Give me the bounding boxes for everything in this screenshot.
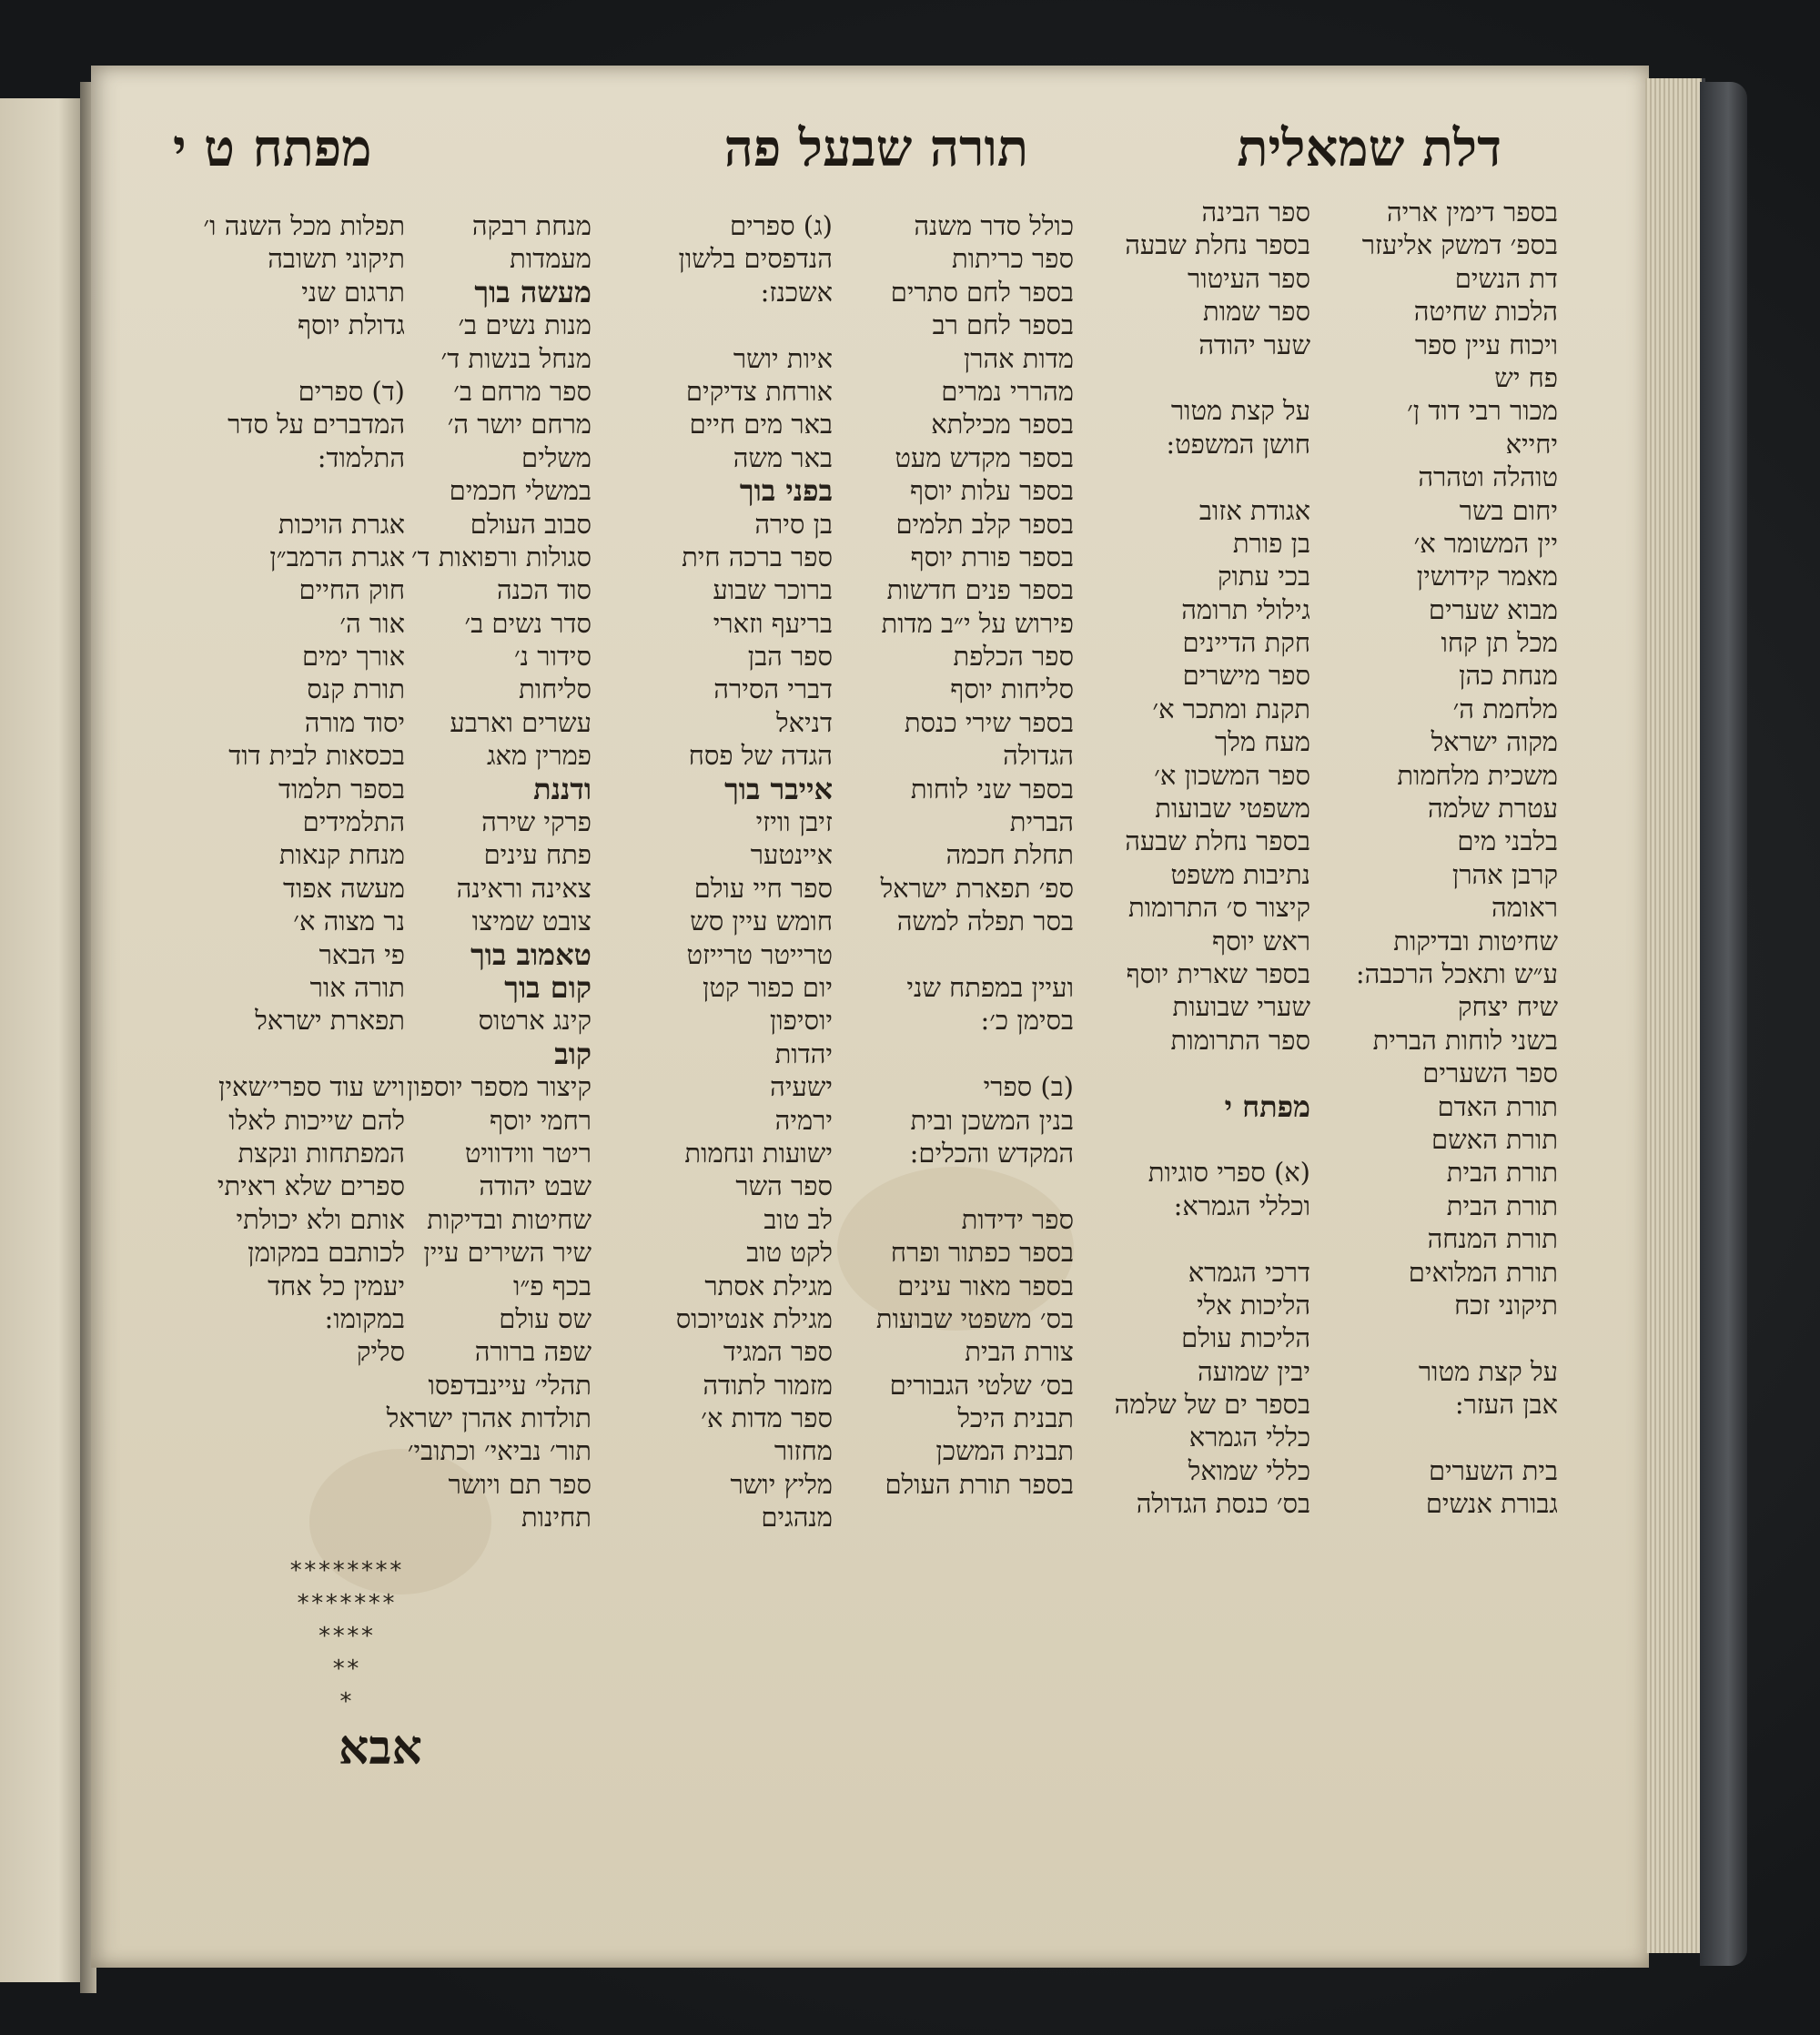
column-line: ספר הבן	[747, 641, 833, 673]
column-line: מנחת קנאות	[278, 839, 405, 871]
column-line: בספר ים של שלמה	[1114, 1389, 1310, 1421]
column-line	[1294, 1321, 1558, 1354]
column-line: בספר נחלת שבעה	[1125, 229, 1310, 261]
column-line: ספר המשכון א׳	[1154, 759, 1310, 791]
column-line: דרכי הגמרא	[1188, 1256, 1310, 1288]
column-line: לכותבם במקומן	[248, 1237, 405, 1269]
column-line: יהדות	[774, 1038, 833, 1069]
column-line: בס׳ משפטי שבועות	[875, 1302, 1074, 1334]
column-line: אייבר בוך	[724, 771, 833, 806]
column-line: גדולת יוסף	[298, 309, 405, 341]
column-line: בספר שירי כנסת	[904, 706, 1074, 738]
column-line: תורת המלואים	[1408, 1256, 1558, 1288]
column-line: תחלת חכמה	[945, 839, 1074, 871]
column-line	[205, 1038, 405, 1070]
column-line: בס׳ שלטי הגבורים	[889, 1369, 1074, 1401]
column-line: שס עולם	[499, 1302, 592, 1334]
column-line: מנחת רבקה	[471, 210, 592, 241]
column-line: תורת הבית	[1446, 1190, 1558, 1221]
column-line: לב טוב	[763, 1203, 833, 1235]
column-line: קום בוך	[504, 969, 592, 1005]
column-line: אור ה׳	[339, 607, 405, 639]
column-line: פמרין מאג	[486, 740, 592, 772]
column-line: עטרת שלמה	[1427, 793, 1558, 825]
column-line: להם שייכות לאלו	[228, 1104, 405, 1136]
column-line: שפה ברורה	[474, 1336, 592, 1368]
column-line: סבוב העולם	[470, 508, 592, 540]
column-line: נר מצוה א׳	[293, 906, 405, 937]
catchword: אבא	[339, 1720, 422, 1776]
column-line: ספר שמות	[1203, 296, 1310, 328]
column-line: מעשה בוך	[474, 274, 592, 309]
column-line: בסר תפלה למשה	[896, 906, 1074, 937]
column-line: בספר נחלת שבעה	[1125, 825, 1310, 857]
column-line: סליחות	[519, 673, 592, 705]
column-line: מחזור	[774, 1435, 833, 1467]
column-line: מנהגים	[761, 1502, 833, 1534]
column-line: ספר המגיד	[723, 1336, 833, 1368]
column-line: בספר לחם סתרים	[890, 276, 1074, 308]
column-line: איות יושר	[733, 342, 833, 374]
column-line: בספר פורת יוסף	[910, 541, 1074, 572]
column-line: משכית מלחמות	[1397, 759, 1558, 791]
column-line: סגולות ורפואות ד׳	[410, 541, 592, 572]
text-column-3	[837, 209, 1074, 1501]
text-column-6	[205, 209, 405, 1369]
column-line: צובט שמיצו	[471, 906, 592, 937]
column-line: בספר מאור עינים	[897, 1270, 1074, 1301]
column-line: תיקוני זכח	[1454, 1289, 1558, 1321]
column-line: ספר השר	[735, 1170, 833, 1202]
column-line: שחיטות ובדיקות	[1393, 925, 1558, 957]
column-line: ספ׳ תפארת ישראל	[880, 872, 1074, 904]
column-line: ברוכר שבוע	[713, 574, 833, 606]
column-line	[1074, 1222, 1310, 1255]
column-line: ועיין במפתח שני	[906, 971, 1074, 1003]
column-line: תפארת ישראל	[255, 1005, 405, 1037]
running-header	[173, 118, 1502, 191]
star-row: ****	[317, 1623, 375, 1650]
column-line: פי הבאר	[318, 938, 405, 970]
column-line: יין המשומר א׳	[1413, 527, 1558, 559]
column-line: מעח מלך	[1215, 726, 1310, 758]
column-line: ספר כריתות	[952, 243, 1074, 275]
column-line: המפתחות ונקצת	[238, 1137, 405, 1169]
column-line: ירמיה	[774, 1104, 833, 1136]
column-line: מליץ יושר	[730, 1468, 833, 1500]
column-line: מהררי נמרים	[941, 375, 1074, 407]
column-line: ספר ברכה חית	[682, 541, 833, 572]
column-line: חוק החיים	[298, 574, 405, 606]
column-line: תורת האשם	[1431, 1123, 1558, 1155]
column-line: יעמין כל אחד	[268, 1270, 405, 1301]
column-line	[1074, 1057, 1310, 1089]
column-line: קיצור מספר יוספון	[406, 1071, 592, 1103]
column-line: מעמדות	[510, 243, 592, 275]
column-line: (א) ספרי סוגיות	[1148, 1157, 1310, 1189]
column-line: בספר דימין אריה	[1386, 197, 1558, 228]
column-line: חומש עיין סש	[690, 906, 833, 937]
column-line: תרגום שני	[301, 276, 405, 308]
column-line: בלבני מים	[1457, 825, 1558, 857]
column-line: בכי עתוק	[1217, 561, 1310, 592]
star-row: *	[339, 1688, 353, 1716]
column-line: סידור נ׳	[513, 641, 592, 673]
column-line: בסימן כ׳:	[980, 1005, 1074, 1037]
column-line: בספר עלות יוסף	[910, 475, 1074, 507]
column-line: מזמור לתודה	[703, 1369, 833, 1401]
column-line: ספר השערים	[1422, 1058, 1558, 1089]
column-line: שיח יצחק	[1458, 991, 1558, 1023]
column-line: אגודת אזוב	[1198, 494, 1310, 526]
column-line: הליכות עולם	[1181, 1322, 1310, 1354]
column-line: טרייטר טרייזט	[686, 938, 833, 970]
column-line: צורת הבית	[965, 1336, 1074, 1368]
column-line: מפתח י	[1224, 1088, 1310, 1124]
column-line: מלחמת ה׳	[1452, 693, 1558, 724]
column-line: סליק	[356, 1336, 405, 1368]
text-column-4	[605, 209, 833, 1534]
column-line: סוד הכנה	[496, 574, 592, 606]
column-line: קיצור ס׳ התרומות	[1128, 892, 1310, 924]
column-line: לקט טוב	[746, 1237, 833, 1269]
column-line: ע״ש ותאכל הרכבה:	[1355, 957, 1558, 989]
column-line: תורת קנס	[307, 673, 405, 705]
column-line: באר מים חיים	[689, 409, 833, 440]
column-line: ספר הכלפת	[953, 641, 1074, 673]
column-line: חושן המשפט:	[1166, 428, 1310, 460]
column-line: גילולי תרומה	[1181, 593, 1310, 625]
column-line: יחייא	[1505, 428, 1558, 460]
column-line: נתיבות משפט	[1170, 858, 1310, 890]
column-line: ספרים שלא ראיתי	[217, 1170, 405, 1202]
column-line: וכללי הגמרא:	[1173, 1190, 1310, 1221]
column-line: בית השערים	[1428, 1454, 1558, 1486]
column-line: בכף פ״ו	[512, 1270, 592, 1301]
column-line: בן סירה	[754, 508, 833, 540]
column-line: שבט יהודה	[479, 1170, 592, 1202]
column-line: כולל סדר משנה	[914, 210, 1074, 241]
column-line: תקנת ומתכר א׳	[1152, 693, 1310, 724]
page-edges	[1645, 78, 1705, 1953]
column-line: מנחל בנשות ד׳	[440, 342, 592, 374]
column-line: ספר ידידות	[961, 1203, 1074, 1235]
star-row: *******	[296, 1590, 396, 1617]
column-line: שערי שבועות	[1172, 991, 1310, 1023]
column-line: בספר מכילתא	[931, 409, 1074, 440]
column-line: (ג) ספרים	[729, 210, 833, 241]
column-line: בספר שארית יוסף	[1126, 957, 1310, 989]
column-line	[837, 938, 1074, 971]
column-line: תורת האדם	[1437, 1090, 1558, 1122]
column-line: רחמי יוסף	[490, 1104, 592, 1136]
column-line: משלים	[521, 441, 592, 473]
column-line: התלמוד:	[317, 441, 405, 473]
column-line: כללי שמואל	[1188, 1454, 1310, 1486]
column-line: אורחת צדיקים	[685, 375, 833, 407]
column-line: הלכות שחיטה	[1413, 296, 1558, 328]
column-line	[1074, 461, 1310, 493]
column-line: יום כפור קטן	[702, 971, 833, 1003]
column-line: מאמר קידושין	[1416, 561, 1558, 592]
column-line: תבנית המשכן	[935, 1435, 1074, 1467]
column-line: תהלי׳ עיינבדפסו	[428, 1369, 592, 1401]
column-line: אשכנז:	[760, 276, 833, 308]
ornamental-stars	[264, 1554, 428, 1718]
header-center-title: תורה שבעל פה	[723, 118, 1028, 178]
column-line: פרקי שירה	[481, 806, 592, 838]
column-line: בספ׳ דמשק אליעזר	[1361, 229, 1558, 261]
left-page-edge	[0, 98, 84, 1982]
column-line: ספר העיטור	[1187, 262, 1310, 294]
column-line: סליחות יוסף	[950, 673, 1074, 705]
column-line: בפני בוך	[739, 473, 833, 509]
column-line: תפלות מכל השנה ו׳	[203, 210, 405, 241]
column-line: אותם ולא יכולתי	[236, 1203, 405, 1235]
column-line: עשרים וארבע	[450, 706, 592, 738]
column-line: שער יהודה	[1198, 329, 1310, 360]
column-line: תור׳ נביאי׳ וכתובי׳	[407, 1435, 592, 1467]
column-line: קוב	[554, 1036, 592, 1071]
column-line: אגרת הויכות	[278, 508, 405, 540]
column-line: ויכוח עיין ספר	[1414, 329, 1558, 360]
column-line: על קצת מטור	[1170, 395, 1310, 427]
column-line: על קצת מטור	[1418, 1355, 1558, 1387]
column-line: יוסיפון	[769, 1005, 833, 1037]
column-line: תורה אור	[309, 971, 405, 1003]
column-line: ישועות ונחמות	[684, 1137, 833, 1169]
column-line: תורת הבית	[1446, 1157, 1558, 1189]
column-line: איינטער	[750, 839, 833, 871]
column-line: בשני לוחות הברית	[1372, 1024, 1558, 1056]
column-line: גבורת אנשים	[1425, 1488, 1558, 1520]
book-binding	[1700, 82, 1747, 1966]
column-line: בספר פנים חדשות	[886, 574, 1074, 606]
column-line: פירוש על י״ב מדות	[881, 607, 1074, 639]
column-line: בספר מקדש מעט	[895, 441, 1074, 473]
column-line: כללי הגמרא	[1188, 1422, 1310, 1453]
column-line: ראש יוסף	[1212, 925, 1310, 957]
column-line: מכל תן קחו	[1441, 627, 1558, 659]
column-line: בספר כפתור ופרח	[890, 1237, 1074, 1269]
column-line: הנדפסים בלשון	[678, 243, 833, 275]
column-line: ספר הבינה	[1201, 197, 1310, 228]
column-line: יבין שמועה	[1197, 1355, 1310, 1387]
column-line: בספר לחם רב	[932, 309, 1074, 341]
column-line: יסוד מורה	[304, 706, 405, 738]
column-line: מדות אהרן	[963, 342, 1074, 374]
column-line: בספר תלמוד	[278, 773, 405, 805]
column-line: הגדולה	[1003, 740, 1074, 772]
column-line: (ד) ספרים	[298, 375, 405, 407]
column-line: פתח עינים	[483, 839, 592, 871]
column-line: ראומה	[1491, 892, 1558, 924]
column-line: ספר תם ויושר	[448, 1468, 592, 1500]
column-line: ספר חיי עולם	[693, 872, 833, 904]
column-line: תיקוני תשובה	[268, 243, 405, 275]
column-line: ויש עוד ספרי׳שאין	[218, 1071, 405, 1103]
column-line: במשלי חכמים	[449, 475, 592, 507]
column-line: שחיטות ובדיקות	[427, 1203, 592, 1235]
column-line: המדברים על סדר	[228, 409, 405, 440]
column-line: בספר קלב תלמים	[895, 508, 1074, 540]
column-line	[1074, 361, 1310, 394]
column-line: בספר תורת העולם	[885, 1468, 1074, 1500]
column-line: הליכות אלי	[1197, 1289, 1310, 1321]
column-line	[205, 474, 405, 507]
column-line: בן פורת	[1232, 527, 1310, 559]
column-line: זיבן וויזי	[755, 806, 833, 838]
column-line: דניאל	[776, 706, 833, 738]
column-line: (ב) ספרי	[983, 1071, 1074, 1103]
column-line: טוהלה וטהרה	[1418, 461, 1558, 493]
column-line: דברי הסירה	[713, 673, 833, 705]
column-line: המקדש והכלים:	[909, 1137, 1074, 1169]
column-line: תולדות אהרן ישראל	[386, 1402, 592, 1434]
column-line: מגילת אסתר	[704, 1270, 833, 1301]
header-left-title: מפתח ט י	[173, 118, 372, 178]
column-line: הברית	[1009, 806, 1074, 838]
column-line	[837, 1038, 1074, 1070]
column-line: פח יש	[1494, 361, 1558, 393]
column-line: דת הנשים	[1454, 262, 1558, 294]
column-line: טאמוב בוך	[470, 937, 592, 972]
column-line: סדר נשים ב׳	[464, 607, 592, 639]
column-line	[1074, 1123, 1310, 1156]
column-line: תחינות	[521, 1502, 592, 1534]
text-column-1	[1294, 196, 1558, 1521]
column-line: תורת המנחה	[1427, 1223, 1558, 1255]
star-row: **	[331, 1655, 360, 1683]
column-line: ישעיה	[770, 1071, 833, 1103]
column-line: במקומו:	[324, 1302, 405, 1334]
column-line: מכור רבי דוד ן׳	[1407, 395, 1558, 427]
column-line: מנות נשים ב׳	[458, 309, 592, 341]
column-line: אבן העזר:	[1454, 1389, 1558, 1421]
column-line: שיר השירים עיין	[423, 1237, 592, 1269]
column-line: בכסאות לבית דוד	[228, 740, 405, 772]
column-line: מעשה אפוד	[283, 872, 405, 904]
column-line: ספר מדות א׳	[701, 1402, 833, 1434]
column-line: קינג ארטוס	[478, 1005, 592, 1037]
column-line: מגילת אנטיוכוס	[675, 1302, 833, 1334]
column-line: ודננת	[533, 771, 592, 806]
star-row: ********	[288, 1557, 403, 1584]
column-line: ריטר ווידוויט	[464, 1137, 592, 1169]
column-line: הגדה של פסח	[688, 740, 833, 772]
column-line: אגרת הרמב״ן	[269, 541, 405, 572]
column-line: התלמידים	[302, 806, 405, 838]
column-line: מקוה ישראל	[1431, 726, 1558, 758]
column-line	[205, 342, 405, 375]
column-line: מבוא שערים	[1428, 593, 1558, 625]
column-line: יחום בשר	[1459, 494, 1558, 526]
column-line: מרחם יושר ה׳	[447, 409, 592, 440]
column-line: בנין המשכן ובית	[910, 1104, 1074, 1136]
column-line: ספר מישרים	[1182, 660, 1310, 692]
column-line: בס׳ כנסת הגדולה	[1136, 1488, 1310, 1520]
column-line	[1294, 1421, 1558, 1453]
column-line: ספר התרומות	[1170, 1024, 1310, 1056]
header-right-title: דלת שמאלית	[1237, 118, 1502, 178]
column-line	[837, 1169, 1074, 1202]
column-line: ספר מרחם ב׳	[453, 375, 592, 407]
column-line: בספר שני לוחות	[910, 773, 1074, 805]
column-line: צאינה וראינה	[456, 872, 592, 904]
column-line: משפטי שבועות	[1155, 793, 1310, 825]
column-line: אורך ימים	[301, 641, 405, 673]
column-line	[605, 309, 833, 341]
text-column-2	[1074, 196, 1310, 1521]
column-line: תבנית היכל	[957, 1402, 1074, 1434]
column-line: חקת הדיינים	[1182, 627, 1310, 659]
column-line: מנחת כהן	[1459, 660, 1558, 692]
column-line: בריעף וזארי	[713, 607, 833, 639]
column-line: באר משה	[733, 441, 833, 473]
column-line: קרבן אהרן	[1451, 858, 1558, 890]
